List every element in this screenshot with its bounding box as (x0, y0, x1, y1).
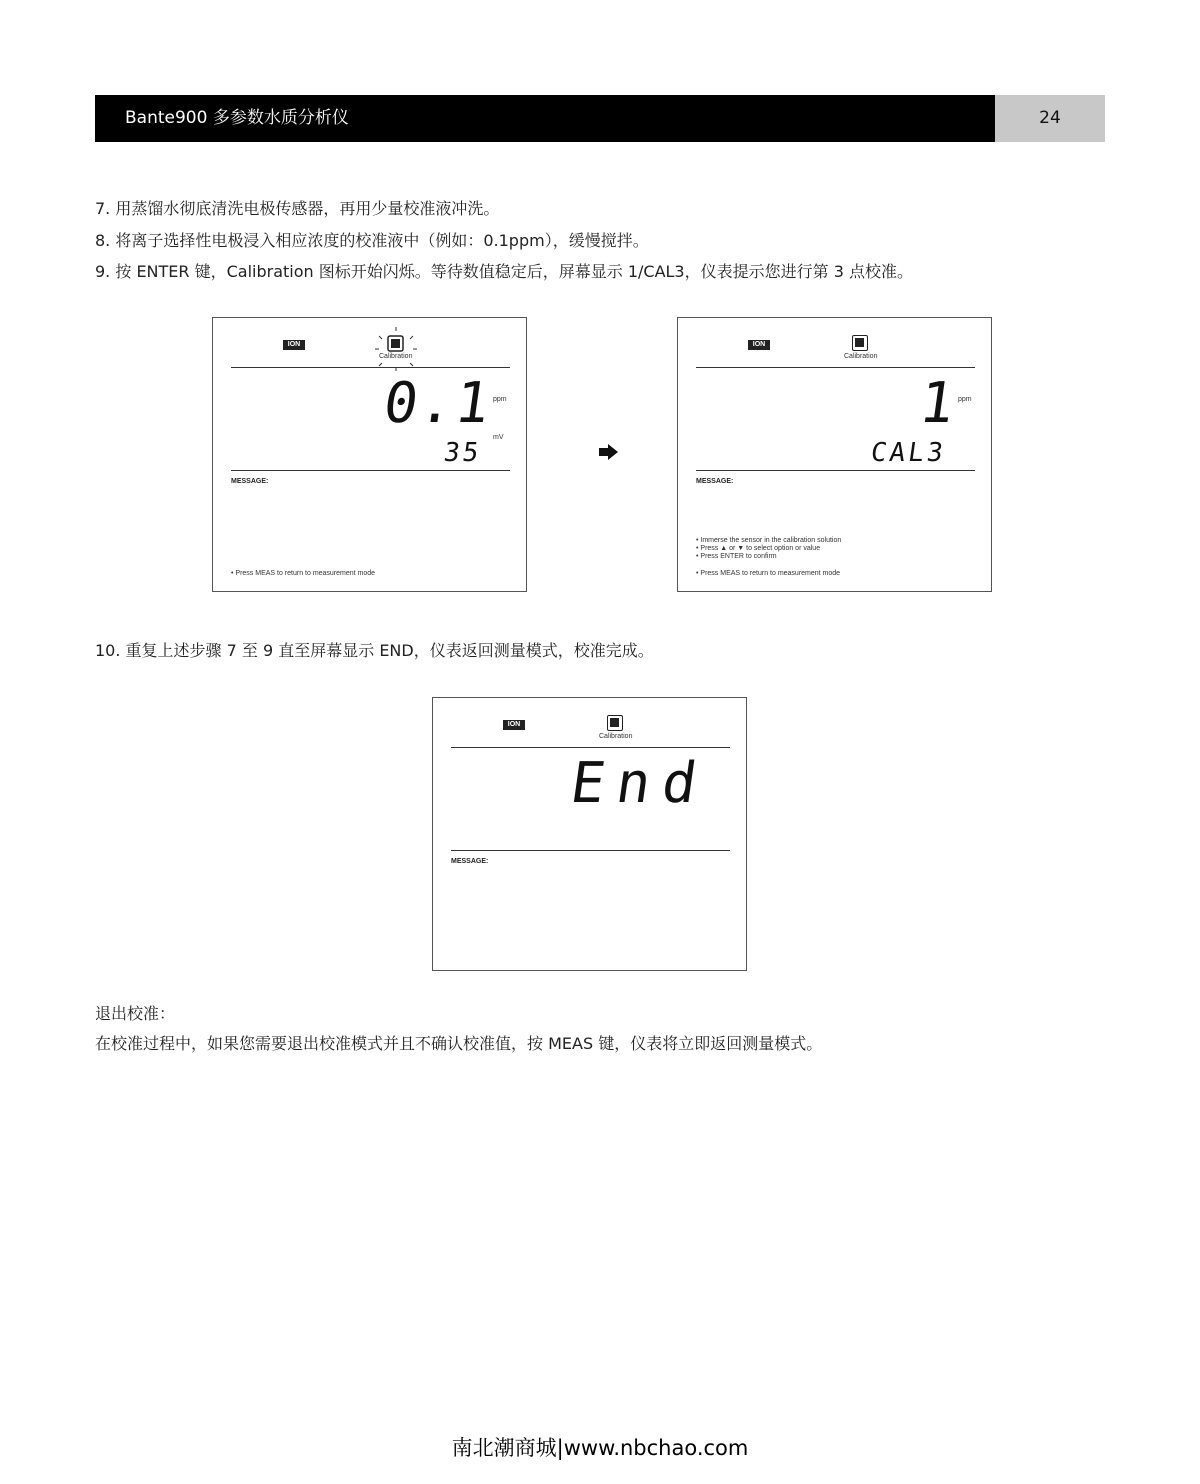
sub-reading: 35 (441, 438, 484, 468)
main-unit: ppm (958, 396, 972, 403)
step-10: 10. 重复上述步骤 7 至 9 直至屏幕显示 END，仪表返回测量模式，校准完成。 (95, 641, 654, 660)
step-7: 7. 用蒸馏水彻底清洗电极传感器，再用少量校准液冲洗。 (95, 199, 500, 218)
message-label: MESSAGE: (231, 478, 269, 485)
lcd-screen-right (677, 317, 992, 592)
lcd-screen-end (432, 697, 747, 971)
footer-watermark: 南北潮商城|www.nbchao.com (451, 1436, 749, 1460)
calibration-label: Calibration (599, 733, 633, 740)
message-note: • Immerse the sensor in the calibration solution (696, 537, 842, 544)
sub-reading: CAL3 (869, 438, 949, 468)
main-reading: 0.1 (379, 371, 496, 436)
message-label: MESSAGE: (696, 478, 734, 485)
divider-top (231, 367, 510, 368)
ion-mode-tag: ION (503, 720, 525, 730)
message-note: • Press MEAS to return to measurement mode (231, 570, 376, 577)
calibration-icon (852, 335, 868, 351)
step-9: 9. 按 ENTER 键，Calibration 图标开始闪烁。等待数值稳定后，屏幕显示 1/CAL3，仪表提示您进行第 3 点校准。 (95, 262, 913, 281)
message-note: • Press ENTER to confirm (696, 553, 777, 560)
main-reading: End (566, 751, 713, 816)
calibration-label: Calibration (379, 353, 413, 360)
main-unit: ppm (493, 396, 507, 403)
page-number: 24 (995, 95, 1105, 142)
ion-mode-tag: ION (283, 340, 305, 350)
divider-top (696, 367, 975, 368)
exit-text: 在校准过程中，如果您需要退出校准模式并且不确认校准值，按 MEAS 键，仪表将立即返回测量模式。 (95, 1034, 823, 1053)
divider-bottom (696, 470, 975, 471)
calibration-label: Calibration (844, 353, 878, 360)
exit-title: 退出校准： (95, 1004, 176, 1023)
divider-bottom (231, 470, 510, 471)
sub-unit: mV (493, 434, 504, 441)
arrow-right-icon (599, 444, 619, 460)
calibration-flash-icon (373, 326, 419, 372)
ion-mode-tag: ION (748, 340, 770, 350)
calibration-icon (607, 715, 623, 731)
main-reading: 1 (915, 371, 961, 436)
divider-top (451, 747, 730, 748)
message-note: • Press ▲ or ▼ to select option or value (696, 545, 821, 552)
message-note: • Press MEAS to return to measurement mode (696, 570, 841, 577)
divider-bottom (451, 850, 730, 851)
lcd-screen-left (212, 317, 527, 592)
step-8: 8. 将离子选择性电极浸入相应浓度的校准液中（例如：0.1ppm），缓慢搅拌。 (95, 231, 649, 250)
header-title: Bante900 多参数水质分析仪 (95, 95, 995, 142)
message-label: MESSAGE: (451, 858, 489, 865)
